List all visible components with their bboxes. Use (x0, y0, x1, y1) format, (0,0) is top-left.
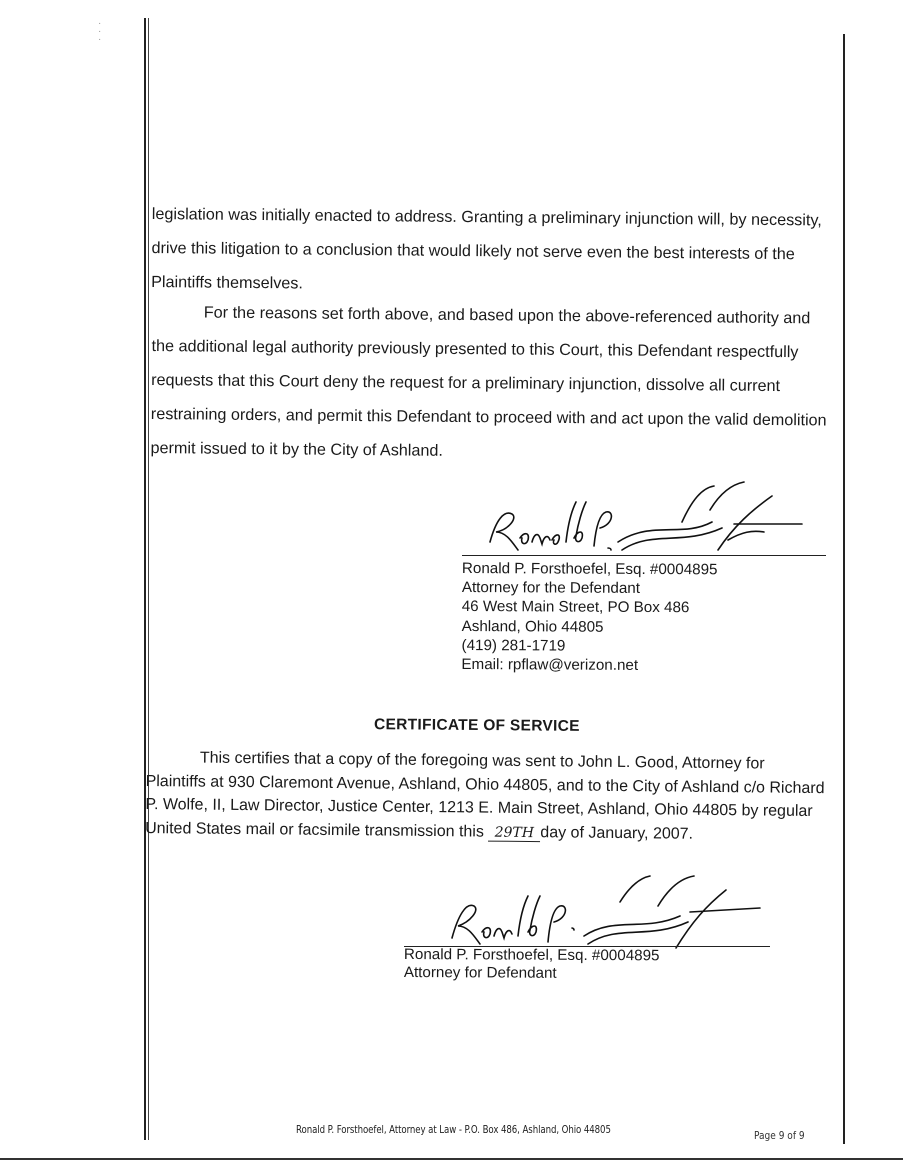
certificate-text-before: This certifies that a copy of the foregoing was sent to John L. Good, Attorney for Plaintiffs at 930 Claremont Avenue, Ashland, Ohio 44805, and to the City of Ashland c/o Richard P. Wolfe, II, Law Director, Justice Center, 1213 E. Main Street, Ashland, Ohio 44805 by regular United States mail or facsimile transmission this (145, 749, 825, 841)
left-margin-rule-inner (148, 18, 149, 1140)
signer-name-1: Ronald P. Forsthoefel, Esq. #0004895 (461, 560, 718, 579)
address-line-2: Ashland, Ohio 44805 (461, 617, 604, 636)
address-line-1: 46 West Main Street, PO Box 486 (461, 598, 690, 617)
scan-marks: · · · (98, 18, 102, 45)
signer-role-1: Attorney for the Defendant (461, 579, 641, 598)
handwritten-day: 29TH (488, 824, 540, 842)
handwritten-signature-2 (444, 872, 774, 952)
signature-line-1 (462, 555, 826, 556)
certificate-text-after: day of January, 2007. (540, 823, 694, 843)
handwritten-signature-1 (482, 480, 812, 560)
left-margin-rule (144, 18, 146, 1140)
right-margin-rule (843, 34, 845, 1144)
signer-role-2: Attorney for Defendant (403, 963, 557, 982)
signer-name-2: Ronald P. Forsthoefel, Esq. #0004895 (403, 946, 660, 965)
bottom-edge-rule (0, 1158, 903, 1160)
phone-number: (419) 281-1719 (461, 636, 566, 655)
email-address: Email: rpflaw@verizon.net (461, 656, 639, 674)
certificate-heading: CERTIFICATE OF SERVICE (373, 716, 580, 735)
paragraph-1: legislation was initially enacted to address. Granting a preliminary injunction will, by necessity, drive this litigation to a conclusion that would likely not serve even the best interests of the Plaintiffs themselves. (151, 204, 822, 293)
paragraph-2: For the reasons set forth above, and based upon the above-referenced authority and the additional legal authority previously presented to this Court, this Defendant respectfully requests that this Court deny the request for a preliminary injunction, dissolve all current restraining orders, and permit this Defendant to proceed with and act upon the valid demolition permit issued to it by the City of Ashland. (150, 303, 827, 460)
page-footer: Ronald P. Forsthoefel, Attorney at Law - P.O. Box 486, Ashland, Ohio 44805 (296, 1124, 611, 1136)
page-number: Page 9 of 9 (754, 1129, 805, 1142)
certificate-text (145, 746, 826, 847)
